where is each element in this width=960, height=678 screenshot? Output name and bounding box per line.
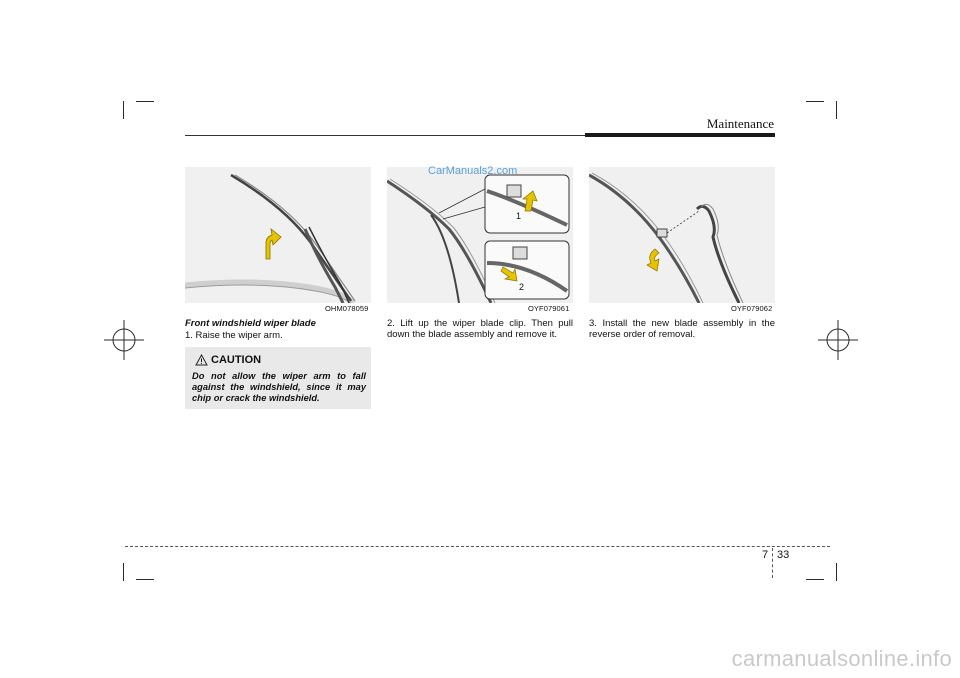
- caution-title: CAUTION: [211, 354, 262, 366]
- crop-mark: [136, 101, 154, 102]
- footer-watermark: carmanualsonline.info: [731, 646, 952, 671]
- figure-raise-wiper-arm: [185, 167, 371, 303]
- step-2: 2. Lift up the wiper blade clip. Then pull down the blade assembly and remove it.: [387, 318, 573, 340]
- section-title: Maintenance: [706, 116, 774, 131]
- figure-code: OYF079062: [731, 304, 773, 313]
- arrow-up-icon: [266, 229, 281, 259]
- figure-code: OYF079061: [528, 304, 570, 313]
- crop-mark: [136, 579, 154, 580]
- subheading: Front windshield wiper blade: [185, 318, 316, 329]
- warning-triangle-icon: [195, 354, 208, 366]
- crop-mark: [806, 101, 824, 102]
- crop-mark: [123, 101, 124, 119]
- figure-install-blade: [589, 167, 775, 303]
- crop-mark: [836, 563, 837, 581]
- arrow-curved-icon: [647, 249, 659, 271]
- callout-1: 1: [516, 211, 522, 221]
- crop-mark: [123, 563, 124, 581]
- page-number: 33: [777, 549, 790, 561]
- caution-text: Do not allow the wiper arm to fall against the windshield, since it may chip or crack the windshield.: [192, 371, 366, 403]
- footer-rule: [125, 546, 830, 547]
- step-3: 3. Install the new blade assembly in the reverse order of removal.: [589, 318, 775, 340]
- header-bar: [585, 133, 775, 137]
- registration-mark-right: [818, 320, 858, 360]
- crop-mark: [836, 101, 837, 119]
- figure-remove-blade: [387, 167, 573, 303]
- chapter-number: 7: [762, 549, 769, 561]
- step-1: 1. Raise the wiper arm.: [185, 330, 283, 341]
- watermark-top: CarManuals2.com: [428, 165, 518, 177]
- caution-box: [185, 347, 371, 409]
- crop-mark: [806, 579, 824, 580]
- page-divider: [772, 548, 773, 578]
- figure-code: OHM078059: [325, 304, 369, 313]
- callout-2: 2: [519, 282, 525, 292]
- registration-mark-left: [104, 320, 144, 360]
